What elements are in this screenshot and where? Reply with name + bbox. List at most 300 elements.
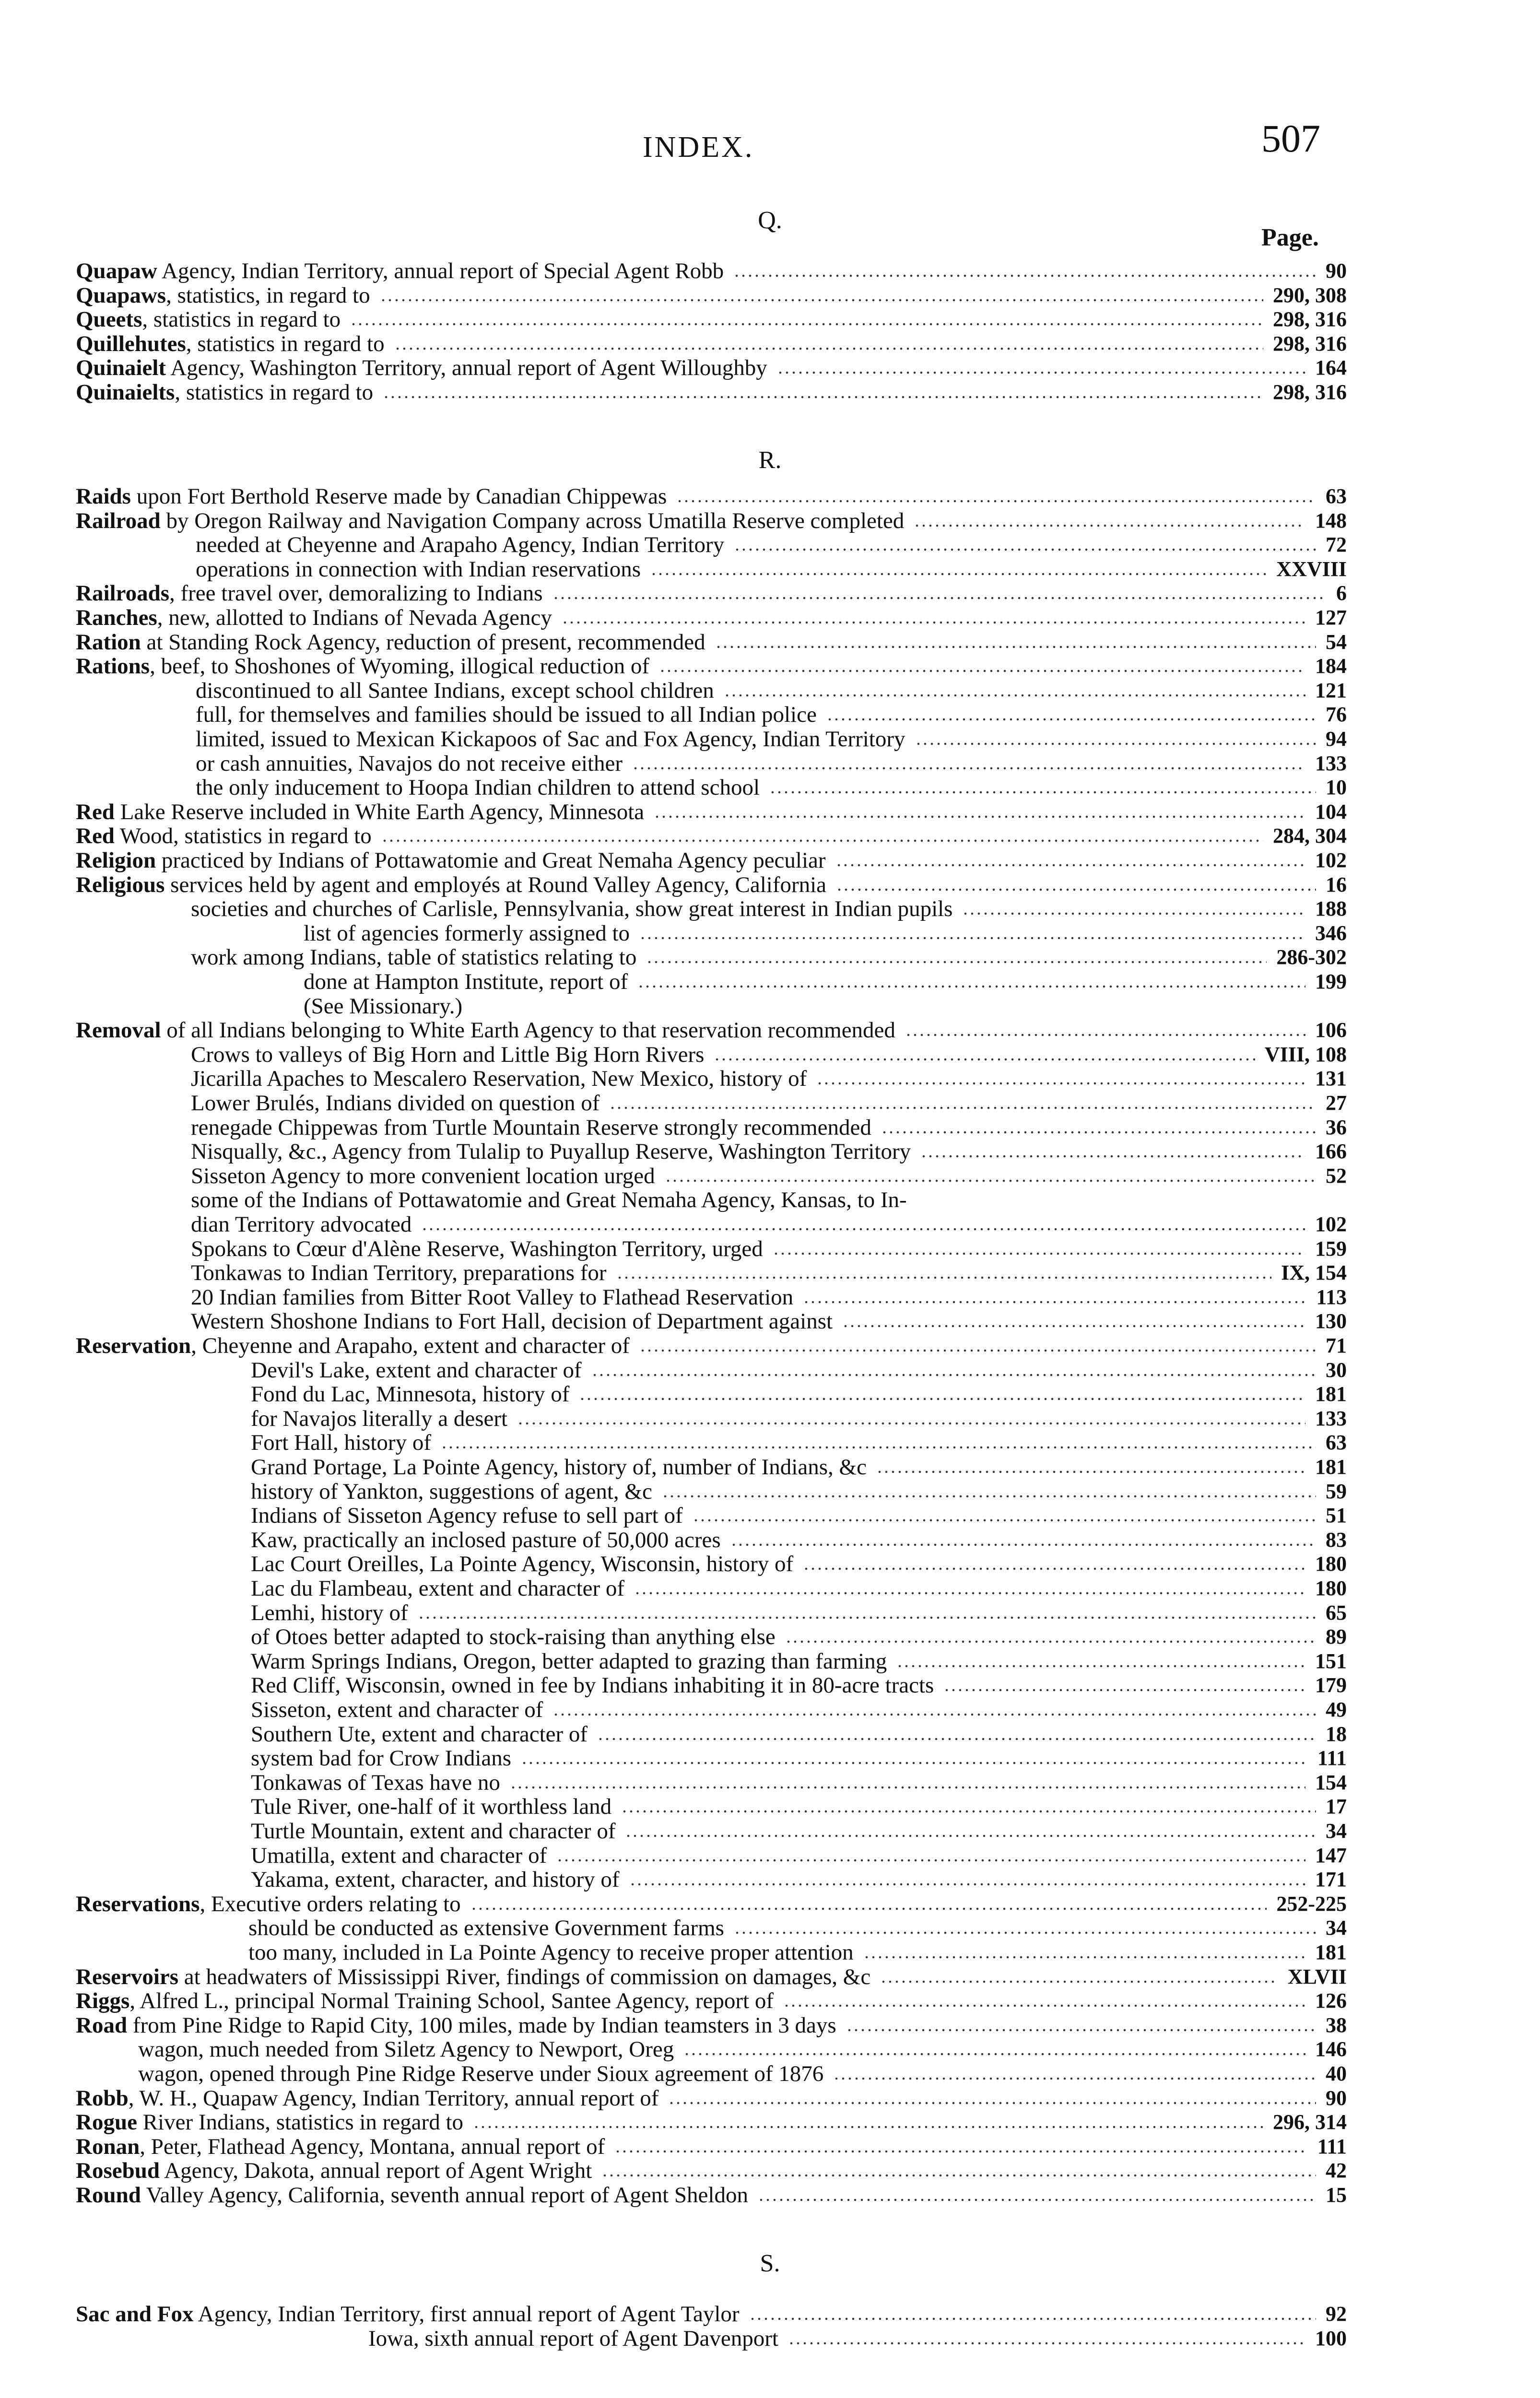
index-entry bbox=[76, 1698, 1347, 1722]
index-entry bbox=[76, 2327, 1347, 2351]
entry-subtext: full, for themselves and families should be issued to all Indian police bbox=[196, 702, 817, 728]
entry-text bbox=[251, 1868, 620, 1892]
page-reference: 298, 316 bbox=[1273, 380, 1347, 404]
entry-subtext: at headwaters of Mississippi River, findings of commission on damages, &c bbox=[178, 1964, 871, 1989]
dot-leader bbox=[616, 1276, 1272, 1279]
entry-subtext: limited, issued to Mexican Kickapoos of Sac and Fox Agency, Indian Territory bbox=[196, 727, 905, 752]
dot-leader bbox=[637, 985, 1305, 988]
entry-text bbox=[196, 557, 641, 581]
section-letter: S. bbox=[760, 2250, 780, 2277]
page-reference: 94 bbox=[1326, 727, 1347, 751]
index-entry bbox=[76, 557, 1347, 581]
page-reference: 284, 304 bbox=[1273, 824, 1347, 848]
page-reference: 181 bbox=[1315, 1455, 1347, 1479]
entry-subtext: , beef, to Shoshones of Wyoming, illogical reduction of bbox=[150, 654, 649, 679]
entry-subtext: Devil's Lake, extent and character of bbox=[251, 1357, 582, 1383]
index-entry bbox=[76, 283, 1347, 307]
page-reference: 166 bbox=[1315, 1140, 1347, 1164]
page-reference: XLVII bbox=[1287, 1964, 1347, 1988]
dot-leader bbox=[863, 1956, 1305, 1959]
entry-heading: Red bbox=[76, 799, 115, 824]
index-entry bbox=[76, 1844, 1347, 1868]
dot-leader bbox=[380, 299, 1263, 302]
dot-leader bbox=[553, 1713, 1316, 1716]
index-entry bbox=[76, 630, 1347, 654]
dot-leader bbox=[714, 1058, 1255, 1061]
index-entry bbox=[76, 2013, 1347, 2037]
index-entry bbox=[76, 2302, 1347, 2326]
entry-heading: Riggs bbox=[76, 1988, 130, 2014]
entry-heading: Reservation bbox=[76, 1333, 191, 1358]
index-entry bbox=[76, 1237, 1347, 1261]
entry-heading: Quapaws bbox=[76, 282, 166, 308]
dot-leader bbox=[381, 839, 1263, 842]
entry-subtext: Spokans to Cœur d'Alène Reserve, Washington Territory, urged bbox=[191, 1236, 763, 1261]
entry-subtext: River Indians, statistics in regard to bbox=[137, 2110, 464, 2135]
entry-subtext: work among Indians, table of statistics relating to bbox=[191, 945, 637, 970]
entry-text bbox=[196, 776, 760, 799]
entry-text bbox=[76, 380, 373, 404]
dot-leader bbox=[632, 767, 1305, 770]
entry-subtext: , W. H., Quapaw Agency, Indian Territory, annual report of bbox=[128, 2085, 659, 2111]
index-entry bbox=[76, 2086, 1347, 2110]
entry-text bbox=[251, 1746, 511, 1770]
entry-heading: Rogue bbox=[76, 2110, 137, 2135]
entry-subtext: wagon, much needed from Siletz Agency to Newport, Oreg bbox=[138, 2037, 674, 2062]
entry-subtext: wagon, opened through Pine Ridge Reserve under Sioux agreement of 1876 bbox=[138, 2061, 824, 2086]
entry-subtext: Agency, Washington Territory, annual report of Agent Willoughby bbox=[166, 355, 767, 381]
entry-text bbox=[191, 1067, 807, 1091]
entry-text bbox=[251, 1673, 934, 1697]
dot-leader bbox=[521, 1762, 1308, 1764]
page-reference: 252-225 bbox=[1276, 1892, 1347, 1916]
index-entry bbox=[76, 945, 1347, 969]
entry-text bbox=[76, 848, 826, 872]
entry-subtext: done at Hampton Institute, report of bbox=[304, 969, 628, 994]
index-entry bbox=[76, 752, 1347, 776]
entry-text bbox=[76, 654, 649, 678]
entry-text bbox=[248, 1916, 724, 1940]
index-entry bbox=[76, 1940, 1347, 1964]
entry-subtext: Agency, Indian Territory, annual report of Special Agent Robb bbox=[157, 259, 724, 283]
index-entry bbox=[76, 380, 1347, 404]
index-entry bbox=[76, 2110, 1347, 2134]
entry-text bbox=[76, 2183, 748, 2207]
dot-leader bbox=[383, 396, 1263, 399]
entry-text bbox=[76, 2013, 836, 2037]
index-entry bbox=[76, 1140, 1347, 1164]
page-reference: 180 bbox=[1315, 1576, 1347, 1600]
index-entry bbox=[76, 1795, 1347, 1819]
index-entry bbox=[76, 1552, 1347, 1576]
dot-leader bbox=[646, 961, 1267, 964]
dot-leader bbox=[896, 1665, 1305, 1668]
entry-text bbox=[76, 1892, 461, 1916]
entry-subtext: Turtle Mountain, extent and character of bbox=[251, 1819, 616, 1844]
page-reference: 27 bbox=[1326, 1091, 1347, 1115]
page-reference: 199 bbox=[1315, 970, 1347, 993]
index-entry bbox=[76, 1965, 1347, 1989]
entry-subtext: , free travel over, demoralizing to Indians bbox=[169, 581, 543, 606]
entry-subtext: Lower Brulés, Indians divided on question of bbox=[191, 1091, 600, 1116]
index-entry bbox=[76, 1771, 1347, 1795]
entry-subtext: of Otoes better adapted to stock-raising than anything else bbox=[251, 1624, 776, 1650]
index-entry bbox=[76, 1601, 1347, 1625]
entry-text bbox=[248, 1940, 854, 1964]
entry-text bbox=[251, 1431, 431, 1455]
entry-heading: Quinaielts bbox=[76, 380, 175, 405]
entry-heading: Raids bbox=[76, 484, 131, 509]
dot-leader bbox=[773, 1252, 1305, 1255]
entry-subtext: practiced by Indians of Pottawatomie and Great Nemaha Agency peculiar bbox=[156, 848, 826, 873]
page-reference: 179 bbox=[1315, 1673, 1347, 1697]
index-entry bbox=[76, 848, 1347, 872]
entry-subtext: list of agencies formerly assigned to bbox=[304, 920, 630, 946]
page-reference: 298, 316 bbox=[1273, 307, 1347, 331]
index-entry bbox=[76, 259, 1347, 283]
entry-subtext: Valley Agency, California, seventh annual report of Agent Sheldon bbox=[141, 2183, 748, 2208]
entry-subtext: Sisseton, extent and character of bbox=[251, 1697, 543, 1722]
index-entry bbox=[76, 1358, 1347, 1382]
dot-leader bbox=[803, 1567, 1305, 1570]
entry-subtext: , statistics in regard to bbox=[186, 331, 385, 356]
page-reference: 90 bbox=[1326, 259, 1347, 282]
entry-text bbox=[251, 1722, 588, 1746]
page-reference: 171 bbox=[1315, 1868, 1347, 1892]
entry-subtext: Lac Court Oreilles, La Pointe Agency, Wisconsin, history of bbox=[251, 1552, 794, 1577]
index-entry bbox=[76, 2159, 1347, 2183]
entry-heading: Railroad bbox=[76, 508, 161, 533]
index-entry bbox=[76, 509, 1347, 533]
entry-heading: Rations bbox=[76, 654, 150, 679]
dot-leader bbox=[915, 742, 1316, 745]
page-reference: 111 bbox=[1317, 1746, 1347, 1770]
page-reference: 286-302 bbox=[1276, 945, 1347, 969]
entry-subtext: , statistics, in regard to bbox=[166, 282, 370, 308]
dot-leader bbox=[758, 2198, 1316, 2201]
index-entry bbox=[76, 1382, 1347, 1406]
entry-heading: Queets bbox=[76, 307, 142, 332]
running-title: INDEX. bbox=[643, 131, 754, 164]
page-reference: 36 bbox=[1326, 1115, 1347, 1139]
page-reference: 296, 314 bbox=[1273, 2110, 1347, 2134]
index-entry bbox=[76, 703, 1347, 727]
entry-text bbox=[251, 1625, 776, 1649]
index-entry bbox=[76, 1067, 1347, 1091]
dot-leader bbox=[816, 1082, 1305, 1085]
entry-subtext: Lemhi, history of bbox=[251, 1600, 408, 1625]
entry-heading: Ration bbox=[76, 629, 141, 655]
page-reference: 188 bbox=[1315, 897, 1347, 921]
dot-leader bbox=[846, 2029, 1316, 2032]
entry-text bbox=[196, 679, 714, 703]
index-entry bbox=[76, 1164, 1347, 1188]
page-reference: 83 bbox=[1326, 1528, 1347, 1552]
dot-leader bbox=[621, 1810, 1316, 1813]
page-reference: 121 bbox=[1315, 678, 1347, 702]
entry-text bbox=[368, 2327, 778, 2351]
entry-text bbox=[251, 1698, 543, 1722]
page-reference: 18 bbox=[1326, 1722, 1347, 1746]
dot-leader bbox=[803, 1301, 1306, 1304]
entry-heading: Sac and Fox bbox=[76, 2302, 194, 2327]
entry-subtext: or cash annuities, Navajos do not receive either bbox=[196, 751, 623, 776]
page-reference: 298, 316 bbox=[1273, 331, 1347, 355]
index-entry bbox=[76, 1649, 1347, 1673]
entry-heading: Quillehutes bbox=[76, 331, 186, 356]
entry-subtext: Jicarilla Apaches to Mescalero Reservation, New Mexico, history of bbox=[191, 1066, 807, 1092]
entry-text bbox=[76, 484, 667, 508]
index-entry bbox=[76, 1212, 1347, 1236]
dot-leader bbox=[517, 1422, 1305, 1425]
index-entry bbox=[76, 1892, 1347, 1916]
dot-leader bbox=[394, 347, 1263, 350]
page-reference: 127 bbox=[1315, 606, 1347, 629]
dot-leader bbox=[788, 2342, 1305, 2345]
index-entry bbox=[76, 307, 1347, 331]
index-entry bbox=[76, 1746, 1347, 1770]
dot-leader bbox=[609, 1106, 1316, 1109]
entry-text bbox=[76, 1334, 630, 1358]
page-reference: 164 bbox=[1315, 356, 1347, 380]
dot-leader bbox=[510, 1786, 1305, 1789]
page-reference: 148 bbox=[1315, 508, 1347, 532]
dot-leader bbox=[876, 1470, 1305, 1473]
entry-subtext: Agency, Dakota, annual report of Agent Wright bbox=[160, 2158, 592, 2184]
entry-subtext: discontinued to all Santee Indians, except school children bbox=[196, 678, 714, 703]
dot-leader bbox=[833, 2077, 1316, 2080]
index-entry bbox=[76, 1431, 1347, 1455]
entry-heading: Red bbox=[76, 823, 115, 849]
entry-subtext: some of the Indians of Pottawatomie and Great Nemaha Agency, Kansas, to In- bbox=[191, 1187, 907, 1213]
entry-subtext: Western Shoshone Indians to Fort Hall, decision of Department against bbox=[191, 1309, 833, 1334]
index-entry bbox=[76, 1625, 1347, 1649]
page-reference: 126 bbox=[1315, 1989, 1347, 2013]
index-entry bbox=[76, 1285, 1347, 1309]
page-reference: 15 bbox=[1326, 2183, 1347, 2207]
page-reference: 6 bbox=[1336, 581, 1347, 605]
index-entry bbox=[76, 1504, 1347, 1528]
entry-text bbox=[196, 533, 724, 557]
entry-text bbox=[191, 1188, 907, 1212]
page-reference: 104 bbox=[1315, 799, 1347, 823]
entry-text bbox=[251, 1480, 652, 1504]
entry-text bbox=[251, 1382, 569, 1406]
page-number: 507 bbox=[1261, 117, 1320, 160]
entry-text bbox=[76, 606, 552, 630]
page-reference: 76 bbox=[1326, 703, 1347, 727]
dot-leader bbox=[749, 2317, 1316, 2320]
entry-subtext: Umatilla, extent and character of bbox=[251, 1843, 547, 1868]
index-entry bbox=[76, 1819, 1347, 1843]
entry-heading: Reservoirs bbox=[76, 1964, 179, 1989]
entry-text bbox=[304, 970, 628, 994]
entry-subtext: services held by agent and employés at Round Valley Agency, California bbox=[165, 872, 827, 897]
entry-text bbox=[76, 1989, 774, 2013]
index-entry bbox=[76, 824, 1347, 848]
dot-leader bbox=[350, 323, 1263, 326]
dot-leader bbox=[905, 1034, 1305, 1036]
entry-subtext: history of Yankton, suggestions of agent, &c bbox=[251, 1479, 652, 1504]
dot-leader bbox=[470, 1907, 1267, 1910]
dot-leader bbox=[733, 274, 1316, 277]
dot-leader bbox=[777, 371, 1305, 374]
index-entry bbox=[76, 873, 1347, 897]
page-reference: 92 bbox=[1326, 2302, 1347, 2326]
entry-heading: Religion bbox=[76, 848, 156, 873]
entry-subtext: Iowa, sixth annual report of Agent Davenport bbox=[368, 2326, 778, 2351]
entry-text bbox=[251, 1504, 683, 1528]
entry-subtext: Agency, Indian Territory, first annual report of Agent Taylor bbox=[193, 2302, 740, 2327]
page-reference: 63 bbox=[1326, 484, 1347, 508]
entry-text bbox=[76, 824, 372, 848]
entry-text bbox=[76, 332, 385, 356]
page-reference: 290, 308 bbox=[1273, 283, 1347, 307]
entry-text bbox=[251, 1795, 611, 1819]
entry-heading: Railroads bbox=[76, 581, 169, 606]
index-entry bbox=[76, 654, 1347, 678]
entry-subtext: Yakama, extent, character, and history of bbox=[251, 1867, 620, 1893]
index-entry bbox=[76, 921, 1347, 945]
index-entry bbox=[76, 2135, 1347, 2159]
entry-text bbox=[76, 2302, 740, 2326]
entry-text bbox=[251, 1552, 793, 1576]
entry-text bbox=[76, 1965, 870, 1989]
entry-subtext: Lake Reserve included in White Earth Agency, Minnesota bbox=[114, 799, 645, 824]
page-reference: 59 bbox=[1326, 1479, 1347, 1503]
page-reference: 130 bbox=[1315, 1309, 1347, 1333]
page-reference: 102 bbox=[1315, 848, 1347, 872]
dot-leader bbox=[835, 864, 1305, 867]
dot-leader bbox=[836, 888, 1316, 891]
dot-leader bbox=[724, 694, 1305, 697]
entry-subtext: , new, allotted to Indians of Nevada Agency bbox=[157, 605, 552, 630]
index-entry bbox=[76, 1407, 1347, 1431]
entry-subtext: Kaw, practically an inclosed pasture of 50,000 acres bbox=[251, 1527, 721, 1552]
dot-leader bbox=[654, 815, 1305, 818]
dot-leader bbox=[715, 646, 1316, 648]
index-entry bbox=[76, 332, 1347, 356]
entry-subtext: Nisqually, &c., Agency from Tulalip to Puyallup Reserve, Washington Territory bbox=[191, 1139, 911, 1164]
entry-text bbox=[76, 630, 705, 654]
page-reference: 42 bbox=[1326, 2159, 1347, 2183]
entry-text bbox=[304, 921, 630, 945]
dot-leader bbox=[734, 1931, 1316, 1934]
index-entry bbox=[76, 1043, 1347, 1067]
entry-subtext: Tonkawas to Indian Territory, preparations for bbox=[191, 1260, 607, 1286]
dot-leader bbox=[629, 1883, 1305, 1886]
page-reference: 38 bbox=[1326, 2013, 1347, 2037]
dot-leader bbox=[473, 2126, 1263, 2128]
entry-text bbox=[191, 945, 636, 969]
dot-leader bbox=[783, 2004, 1305, 2007]
page-reference: 72 bbox=[1326, 533, 1347, 557]
entry-subtext: , Peter, Flathead Agency, Montana, annual report of bbox=[140, 2134, 605, 2159]
dot-leader bbox=[881, 1131, 1316, 1134]
entry-subtext: Fond du Lac, Minnesota, history of bbox=[251, 1382, 570, 1407]
page-reference: 63 bbox=[1326, 1431, 1347, 1455]
dot-leader bbox=[441, 1446, 1316, 1449]
entry-subtext: societies and churches of Carlisle, Pennsylvania, show great interest in Indian pupils bbox=[191, 896, 953, 922]
entry-text bbox=[191, 1140, 911, 1164]
entry-heading: Round bbox=[76, 2183, 141, 2208]
index-entry bbox=[76, 2183, 1347, 2207]
entry-subtext: of all Indians belonging to White Earth Agency to that reservation recommended bbox=[161, 1018, 895, 1043]
dot-leader bbox=[880, 1980, 1278, 1983]
entry-text bbox=[251, 1601, 408, 1625]
entry-subtext: upon Fort Berthold Reserve made by Canadian Chippewas bbox=[130, 484, 667, 509]
index-entry bbox=[76, 1455, 1347, 1479]
page-reference: 16 bbox=[1326, 872, 1347, 896]
page-reference: 133 bbox=[1315, 751, 1347, 775]
page-reference: 90 bbox=[1326, 2086, 1347, 2110]
dot-leader bbox=[579, 1398, 1305, 1400]
entry-subtext: , Executive orders relating to bbox=[200, 1891, 461, 1916]
index-entry bbox=[76, 1480, 1347, 1504]
page-reference: 49 bbox=[1326, 1698, 1347, 1721]
page-reference: 133 bbox=[1315, 1406, 1347, 1430]
entry-subtext: , Cheyenne and Arapaho, extent and character of bbox=[191, 1333, 630, 1358]
entry-text bbox=[76, 581, 543, 605]
dot-leader bbox=[785, 1640, 1316, 1643]
page-reference: 54 bbox=[1326, 630, 1347, 654]
entry-subtext: Red Cliff, Wisconsin, owned in fee by Indians inhabiting it in 80-acre tracts bbox=[251, 1673, 934, 1698]
dot-leader bbox=[914, 524, 1305, 527]
entry-subtext: for Navajos literally a desert bbox=[251, 1406, 508, 1431]
entry-text bbox=[76, 2086, 658, 2110]
entry-subtext: from Pine Ridge to Rapid City, 100 miles, made by Indian teamsters in 3 days bbox=[127, 2012, 836, 2038]
index-entry bbox=[76, 1576, 1347, 1600]
page-reference: 131 bbox=[1315, 1067, 1347, 1091]
entry-subtext: should be conducted as extensive Government farms bbox=[248, 1916, 724, 1941]
dot-leader bbox=[650, 573, 1267, 576]
index-entry bbox=[76, 1916, 1347, 1940]
entry-subtext: Southern Ute, extent and character of bbox=[251, 1721, 588, 1747]
entry-text bbox=[251, 1576, 624, 1600]
index-entry bbox=[76, 800, 1347, 824]
page-reference: 151 bbox=[1315, 1649, 1347, 1673]
dot-leader bbox=[769, 791, 1316, 794]
dot-leader bbox=[597, 1738, 1316, 1740]
page-reference: 89 bbox=[1326, 1625, 1347, 1649]
entry-subtext: at Standing Rock Agency, reduction of present, recommended bbox=[141, 629, 705, 655]
entry-heading: Rosebud bbox=[76, 2158, 160, 2184]
section-letter: R. bbox=[758, 447, 782, 474]
entry-heading: Quinaielt bbox=[76, 355, 166, 381]
entry-heading: Removal bbox=[76, 1018, 161, 1043]
entry-subtext: operations in connection with Indian reservations bbox=[196, 556, 641, 582]
index-entry bbox=[76, 1334, 1347, 1358]
entry-text bbox=[251, 1771, 500, 1795]
entry-subtext: Wood, statistics in regard to bbox=[114, 823, 372, 849]
index-entry bbox=[76, 1188, 1347, 1212]
page-reference: 184 bbox=[1315, 654, 1347, 678]
entry-heading: Religious bbox=[76, 872, 165, 897]
entry-subtext: dian Territory advocated bbox=[191, 1212, 412, 1237]
page-reference: XXVIII bbox=[1276, 557, 1347, 581]
entry-subtext: too many, included in La Pointe Agency to receive proper attention bbox=[248, 1940, 854, 1965]
page-reference: 154 bbox=[1315, 1770, 1347, 1794]
dot-leader bbox=[639, 1349, 1316, 1352]
entry-text bbox=[191, 1261, 607, 1285]
page-reference: 106 bbox=[1315, 1018, 1347, 1042]
index-entry bbox=[76, 1722, 1347, 1746]
entry-text bbox=[191, 1212, 411, 1236]
index-entry bbox=[76, 1868, 1347, 1892]
page-reference: IX, 154 bbox=[1281, 1261, 1347, 1285]
dot-leader bbox=[693, 1519, 1316, 1522]
index-entry bbox=[76, 897, 1347, 921]
